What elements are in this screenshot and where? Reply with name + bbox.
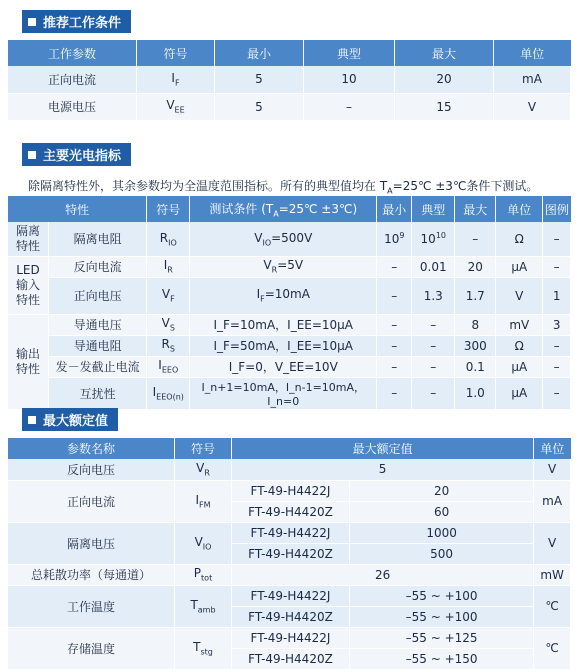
symbol-cell: $I_R$ [147, 256, 190, 277]
min-cell: 5 [215, 93, 304, 120]
table-row [8, 335, 571, 356]
col-header: 单位 [494, 40, 571, 66]
typ-cell: – [412, 377, 455, 409]
table-row [8, 377, 571, 409]
table-row [8, 564, 571, 585]
symbol-cell: $V_{EE}$ [137, 93, 215, 120]
value-cell: –55 ~ +100 [350, 585, 534, 606]
group-cell: 输出特性 [8, 314, 49, 409]
table-row [8, 314, 571, 335]
value-cell: 1000 [350, 522, 534, 543]
value-cell: –55 ~ +100 [350, 606, 534, 627]
col-header: 特性 [8, 196, 147, 222]
table-row [8, 93, 571, 120]
name-cell: 导通电阻 [49, 335, 147, 356]
max-cell: 20 [395, 66, 494, 93]
symbol-cell: $I_F$ [137, 66, 215, 93]
model-cell: FT-49-H4422J [232, 627, 350, 648]
param-cell: 反向电压 [8, 459, 175, 480]
symbol-cell: $V_S$ [147, 314, 190, 335]
condition-cell: I_F=10mA，I_EE=10μA [190, 314, 377, 335]
unit-cell: V [496, 277, 543, 314]
col-header: 典型 [412, 196, 455, 222]
name-cell: 反向电流 [49, 256, 147, 277]
value-cell: –55 ~ +150 [350, 648, 534, 669]
group-cell: 隔离特性 [8, 222, 49, 256]
max-cell: 0.1 [455, 356, 496, 377]
photoelectric-table [8, 196, 571, 410]
section-title-text: 主要光电指标 [43, 149, 122, 164]
min-cell: – [377, 335, 412, 356]
name-cell: 互扰性 [49, 377, 147, 409]
symbol-cell: $T_{stg}$ [175, 627, 232, 669]
name-cell: 导通电压 [49, 314, 147, 335]
unit-cell: mA [534, 480, 571, 522]
symbol-cell: $I_{FM}$ [175, 480, 232, 522]
col-header: 单位 [496, 196, 543, 222]
table-row [8, 627, 571, 648]
min-cell: – [377, 314, 412, 335]
recommended-table [8, 40, 571, 121]
max-cell: 1.7 [455, 277, 496, 314]
table-header-row [8, 40, 571, 66]
model-cell: FT-49-H4420Z [232, 606, 350, 627]
symbol-cell: $V_R$ [175, 459, 232, 480]
unit-cell: V [534, 522, 571, 564]
unit-cell: μA [496, 377, 543, 409]
max-cell: 15 [395, 93, 494, 120]
param-cell: 存储温度 [8, 627, 175, 669]
min-cell: – [377, 277, 412, 314]
value-cell: 5 [232, 459, 534, 480]
table-header-row [8, 438, 571, 459]
square-bullet-icon [28, 416, 36, 424]
condition-cell: $V_{IO}=500V$ [190, 222, 377, 256]
col-header: 单位 [534, 438, 571, 459]
condition-cell: I_n+1=10mA，I_n-1=10mA，I_n=0 [190, 377, 377, 409]
fig-cell: – [543, 222, 571, 256]
min-cell: 5 [215, 66, 304, 93]
col-header: 测试条件 ($T_A=25℃$ ±3℃) [190, 196, 377, 222]
symbol-cell: $T_{amb}$ [175, 585, 232, 627]
unit-cell: mW [534, 564, 571, 585]
unit-cell: μA [496, 356, 543, 377]
value-cell: 500 [350, 543, 534, 564]
param-cell: 隔离电压 [8, 522, 175, 564]
group-cell: LED输入特性 [8, 256, 49, 314]
value-cell: –55 ~ +125 [350, 627, 534, 648]
square-bullet-icon [28, 151, 36, 159]
fig-cell: – [543, 356, 571, 377]
col-header: 参数名称 [8, 438, 175, 459]
col-header: 符号 [137, 40, 215, 66]
table-row [8, 480, 571, 501]
max-cell: 300 [455, 335, 496, 356]
name-cell: 正向电压 [49, 277, 147, 314]
symbol-cell: $P_{tot}$ [175, 564, 232, 585]
typ-cell: 10 [304, 66, 395, 93]
fig-cell: 1 [543, 277, 571, 314]
typ-cell: – [412, 335, 455, 356]
model-cell: FT-49-H4422J [232, 585, 350, 606]
symbol-cell: $V_F$ [147, 277, 190, 314]
symbol-cell: $V_{IO}$ [175, 522, 232, 564]
col-header: 图例 [543, 196, 571, 222]
param-cell: 工作温度 [8, 585, 175, 627]
typ-cell: $10^{10}$ [412, 222, 455, 256]
table-row [8, 356, 571, 377]
symbol-cell: $R_{IO}$ [147, 222, 190, 256]
col-header: 最大 [395, 40, 494, 66]
symbol-cell: $I_{EEO(n)}$ [147, 377, 190, 409]
max-cell: 1.0 [455, 377, 496, 409]
max-cell: – [455, 222, 496, 256]
typ-cell: – [304, 93, 395, 120]
param-cell: 总耗散功率（每通道） [8, 564, 175, 585]
fig-cell: 3 [543, 314, 571, 335]
section-title-photoelectric [22, 143, 131, 166]
table-row [8, 256, 571, 277]
section-title-max-ratings [22, 408, 118, 431]
col-header: 符号 [175, 438, 232, 459]
min-cell: – [377, 356, 412, 377]
unit-cell: mV [496, 314, 543, 335]
param-cell: 电源电压 [8, 93, 137, 120]
condition-cell: $I_F=10mA$ [190, 277, 377, 314]
value-cell: 60 [350, 501, 534, 522]
model-cell: FT-49-H4420Z [232, 501, 350, 522]
table-row [8, 459, 571, 480]
condition-cell: I_F=0，V_EE=10V [190, 356, 377, 377]
typ-cell: – [412, 356, 455, 377]
table-row [8, 222, 571, 256]
col-header: 典型 [304, 40, 395, 66]
unit-cell: V [494, 93, 571, 120]
col-header: 最小 [215, 40, 304, 66]
name-cell: 隔离电阻 [49, 222, 147, 256]
model-cell: FT-49-H4420Z [232, 543, 350, 564]
unit-cell: Ω [496, 222, 543, 256]
typ-cell: 0.01 [412, 256, 455, 277]
symbol-cell: $R_S$ [147, 335, 190, 356]
col-header: 最大额定值 [232, 438, 534, 459]
unit-cell: mA [494, 66, 571, 93]
unit-cell: ℃ [534, 627, 571, 669]
square-bullet-icon [28, 18, 36, 26]
max-cell: 8 [455, 314, 496, 335]
max-ratings-table [8, 438, 571, 670]
col-header: 最大 [455, 196, 496, 222]
value-cell: 20 [350, 480, 534, 501]
unit-cell: ℃ [534, 585, 571, 627]
table-row [8, 277, 571, 314]
table-row [8, 585, 571, 606]
fig-cell: – [543, 377, 571, 409]
condition-cell: $V_R=5V$ [190, 256, 377, 277]
min-cell: – [377, 256, 412, 277]
unit-cell: V [534, 459, 571, 480]
min-cell: – [377, 377, 412, 409]
min-cell: $10^9$ [377, 222, 412, 256]
unit-cell: μA [496, 256, 543, 277]
typ-cell: – [412, 314, 455, 335]
section-title-text: 推荐工作条件 [43, 16, 122, 31]
fig-cell: – [543, 256, 571, 277]
table-header-row [8, 196, 571, 222]
col-header: 工作参数 [8, 40, 137, 66]
typ-cell: 1.3 [412, 277, 455, 314]
name-cell: 发－发截止电流 [49, 356, 147, 377]
col-header: 符号 [147, 196, 190, 222]
model-cell: FT-49-H4422J [232, 480, 350, 501]
condition-cell: I_F=50mA，I_EE=10μA [190, 335, 377, 356]
col-header: 最小 [377, 196, 412, 222]
section-title-text: 最大额定值 [43, 414, 109, 429]
value-cell: 26 [232, 564, 534, 585]
unit-cell: Ω [496, 335, 543, 356]
test-condition-note: 除隔离特性外，其余参数均为全温度范围指标。所有的典型值均在 $T_A=25℃$ ±3℃条件下测试。 [28, 179, 539, 196]
table-row [8, 66, 571, 93]
max-cell: 20 [455, 256, 496, 277]
model-cell: FT-49-H4420Z [232, 648, 350, 669]
table-row [8, 522, 571, 543]
param-cell: 正向电流 [8, 480, 175, 522]
section-title-recommended [22, 10, 131, 33]
fig-cell: – [543, 335, 571, 356]
symbol-cell: $I_{EEO}$ [147, 356, 190, 377]
model-cell: FT-49-H4422J [232, 522, 350, 543]
param-cell: 正向电流 [8, 66, 137, 93]
